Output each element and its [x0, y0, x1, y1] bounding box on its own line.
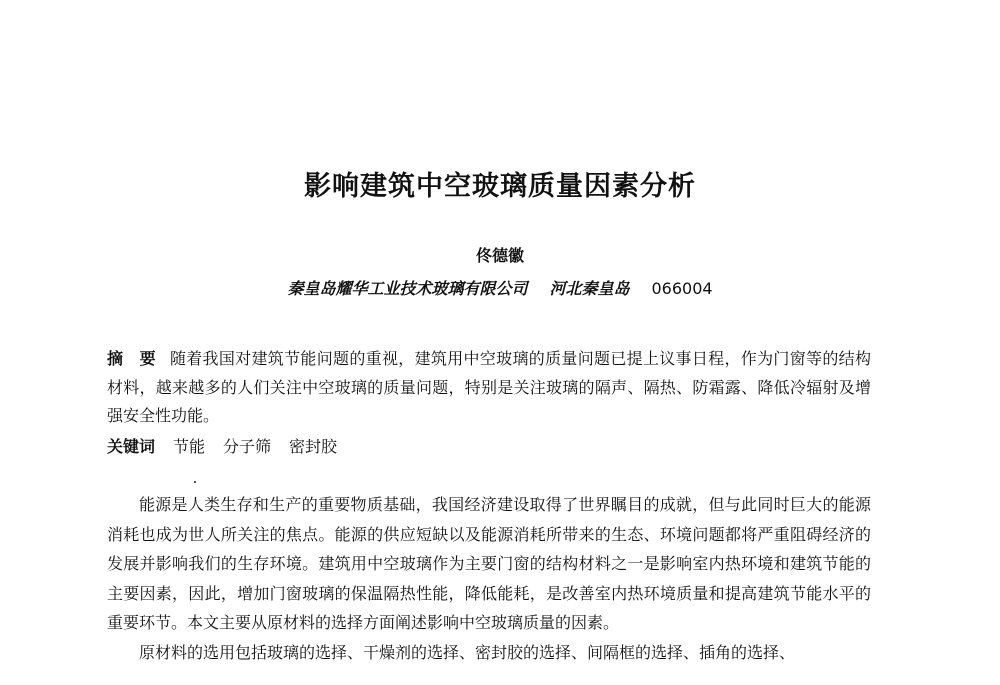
author-name: 佟德徽: [475, 246, 524, 265]
abstract-text: 随着我国对建筑节能问题的重视，建筑用中空玻璃的质量问题已提上议事日程，作为门窗等的结构材料，越来越多的人们关注中空玻璃的质量问题，特别是关注玻璃的隔声、隔热、防霜露、降低冷辐射及增强安全性功能。: [107, 349, 871, 425]
body-paragraph: 原材料的选用包括玻璃的选择、干燥剂的选择、密封胶的选择、间隔框的选择、插角的选择、: [139, 642, 796, 662]
keyword-item: 节能: [173, 437, 206, 456]
paper-title: 影响建筑中空玻璃质量因素分析: [304, 171, 696, 202]
keywords-label: 关键词: [107, 437, 156, 456]
keyword-item: 密封胶: [289, 437, 338, 456]
keyword-item: 分子筛: [223, 437, 272, 456]
keywords: [107, 433, 871, 461]
affiliation-zip: 066004: [651, 279, 713, 298]
abstract: [107, 345, 871, 431]
author-affiliation: [0, 276, 1000, 299]
affiliation-place: 河北秦皇岛: [549, 279, 630, 298]
scan-speck: [194, 481, 196, 483]
abstract-label: 摘 要: [107, 349, 156, 368]
affiliation-org: 秦皇岛耀华工业技术玻璃有限公司: [287, 279, 528, 298]
body-paragraph: 能源是人类生存和生产的重要物质基础，我国经济建设取得了世界瞩目的成就，但与此同时巨大的能源消耗也成为世人所关注的焦点。能源的供应短缺以及能源消耗所带来的生态、环境问题都将严重阻碍经济的发展并影响我们的生存环境。建筑用中空玻璃作为主要门窗的结构材料之一是影响室内热环境和建筑节能的主要因素，因此，增加门窗玻璃的保温隔热性能，降低能耗，是改善室内热环境质量和提高建筑节能水平的重要环节。本文主要从原材料的选择方面阐述影响中空玻璃质量的因素。: [107, 495, 871, 632]
body-text: [107, 490, 871, 667]
